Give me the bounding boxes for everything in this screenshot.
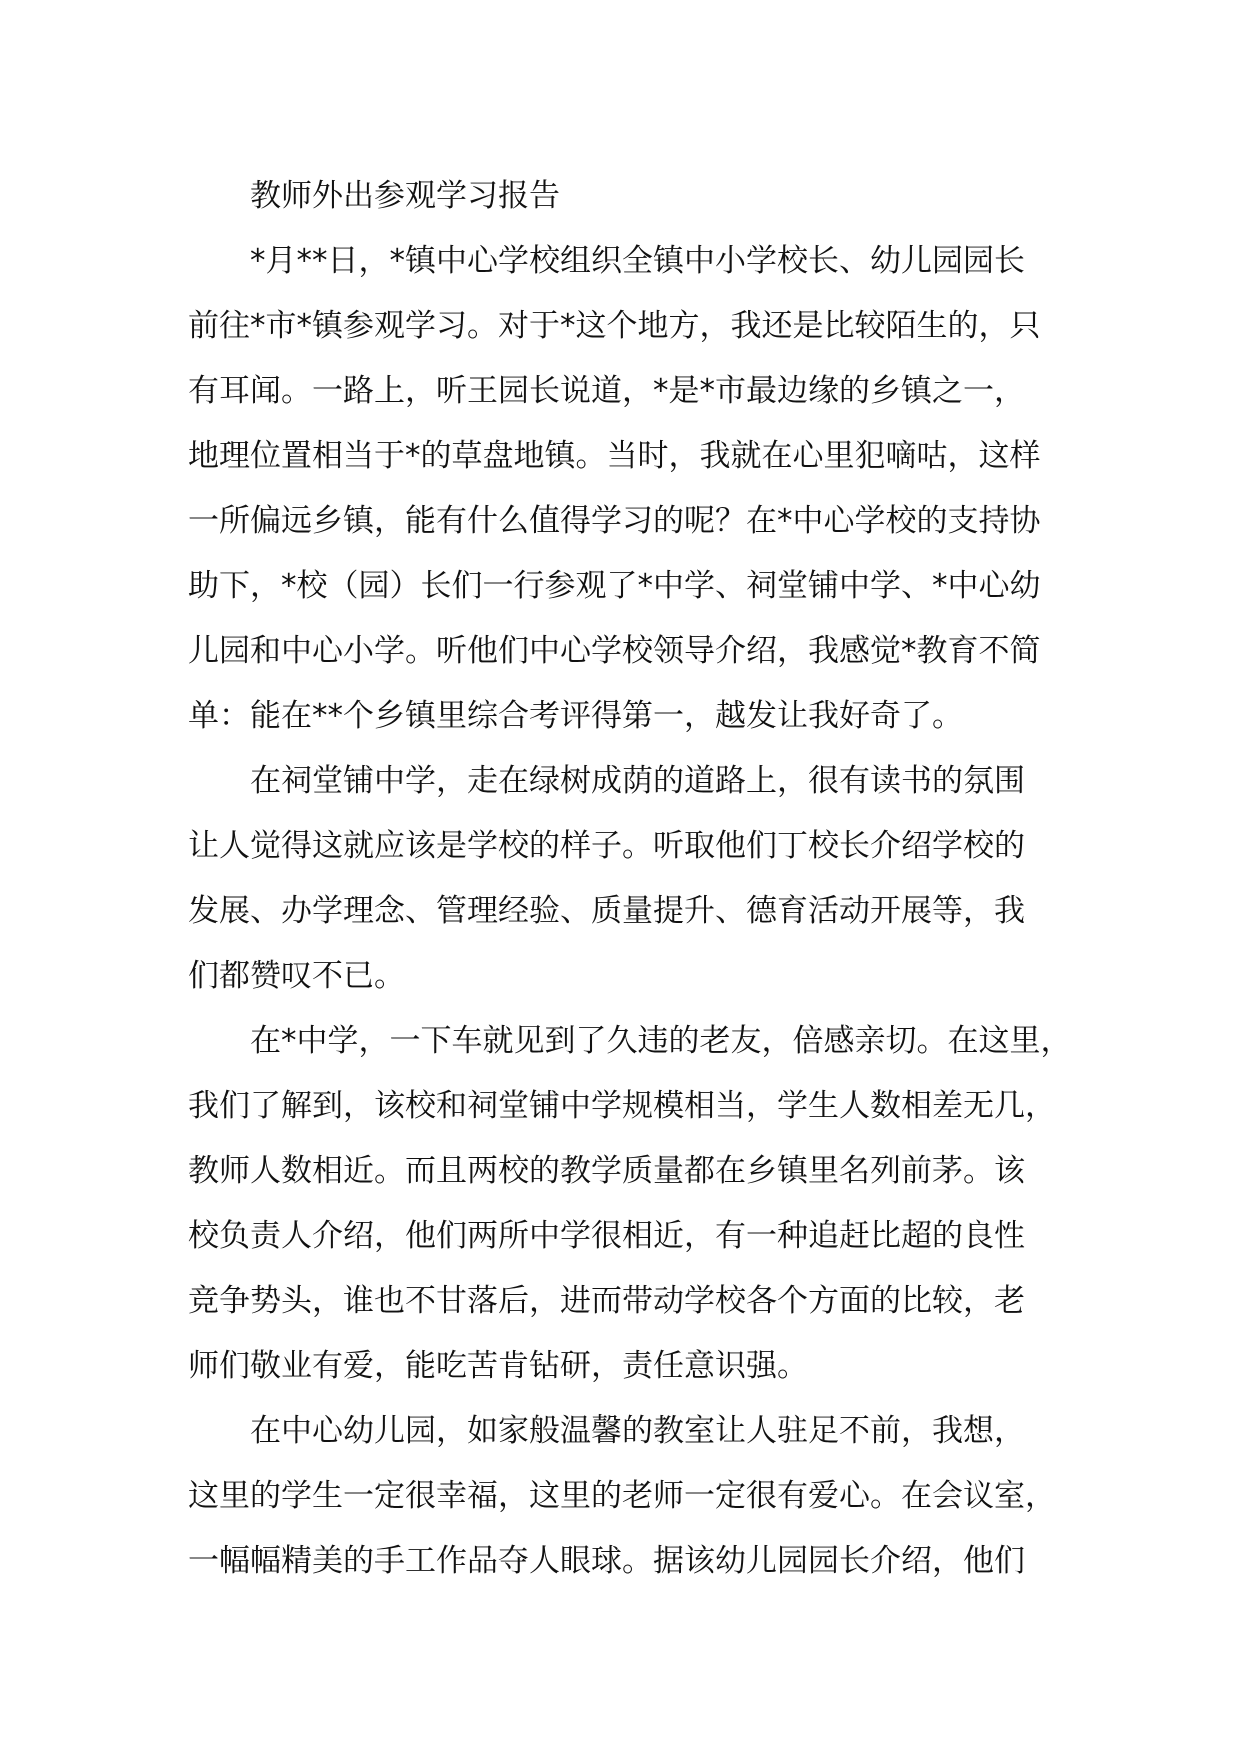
paragraph-line: 一幅幅精美的手工作品夺人眼球。据该幼儿园园长介绍，他们 xyxy=(188,1543,1025,1579)
paragraph-line: 在中心幼儿园，如家般温馨的教室让人驻足不前，我想， xyxy=(250,1413,1025,1449)
paragraph-line: 一所偏远乡镇，能有什么值得学习的呢？在*中心学校的支持协 xyxy=(188,503,1041,539)
paragraph-line: 教师人数相近。而且两校的教学质量都在乡镇里名列前茅。该 xyxy=(188,1153,1025,1189)
document-title: 教师外出参观学习报告 xyxy=(250,178,560,214)
paragraph-line: 师们敬业有爱，能吃苦肯钻研，责任意识强。 xyxy=(188,1348,808,1384)
paragraph-line: 们都赞叹不已。 xyxy=(188,958,405,994)
paragraph-line: 儿园和中心小学。听他们中心学校领导介绍，我感觉*教育不简 xyxy=(188,633,1041,669)
paragraph-line: 这里的学生一定很幸福，这里的老师一定很有爱心。在会议室， xyxy=(188,1478,1056,1514)
paragraph-line: 在*中学，一下车就见到了久违的老友，倍感亲切。在这里， xyxy=(250,1023,1072,1059)
paragraph-line: 前往*市*镇参观学习。对于*这个地方，我还是比较陌生的，只 xyxy=(188,308,1041,344)
paragraph-line: *月**日，*镇中心学校组织全镇中小学校长、幼儿园园长 xyxy=(250,243,1025,279)
paragraph-line: 竞争势头，谁也不甘落后，进而带动学校各个方面的比较，老 xyxy=(188,1283,1025,1319)
document-page xyxy=(188,164,1072,1594)
paragraph-line: 校负责人介绍，他们两所中学很相近，有一种追赶比超的良性 xyxy=(188,1218,1025,1254)
paragraph-line: 助下，*校（园）长们一行参观了*中学、祠堂铺中学、*中心幼 xyxy=(188,568,1041,604)
paragraph-line: 发展、办学理念、管理经验、质量提升、德育活动开展等，我 xyxy=(188,893,1025,929)
paragraph-line: 在祠堂铺中学，走在绿树成荫的道路上，很有读书的氛围 xyxy=(250,763,1025,799)
paragraph-line: 我们了解到，该校和祠堂铺中学规模相当，学生人数相差无几， xyxy=(188,1088,1056,1124)
paragraph-line: 让人觉得这就应该是学校的样子。听取他们丁校长介绍学校的 xyxy=(188,828,1025,864)
paragraph-line: 单：能在**个乡镇里综合考评得第一，越发让我好奇了。 xyxy=(188,698,963,734)
paragraph-line: 有耳闻。一路上，听王园长说道，*是*市最边缘的乡镇之一， xyxy=(188,373,1025,409)
paragraph-line: 地理位置相当于*的草盘地镇。当时，我就在心里犯嘀咕，这样 xyxy=(188,438,1041,474)
